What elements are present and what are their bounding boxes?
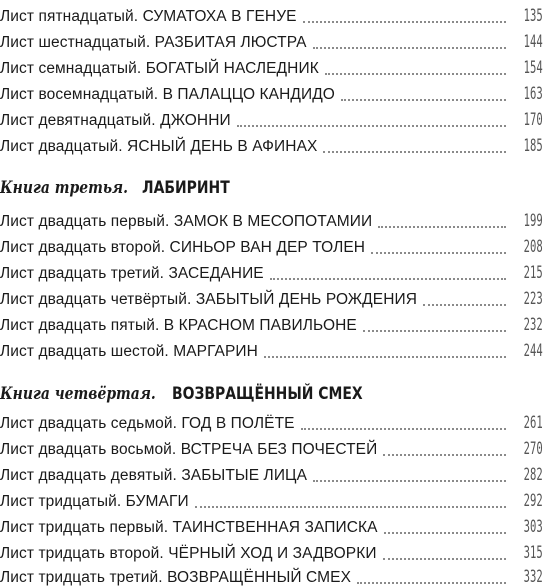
toc-entry[interactable] bbox=[0, 0, 547, 26]
toc-entry[interactable] bbox=[0, 485, 547, 511]
dot-leader bbox=[301, 428, 507, 430]
toc-entry-title: Лист шестнадцатый. РАЗБИТАЯ ЛЮСТРА bbox=[0, 34, 307, 51]
toc-entry-title: Лист двадцать первый. ЗАМОК В МЕСОПОТАМИИ bbox=[0, 213, 373, 230]
toc-entry[interactable] bbox=[0, 52, 547, 78]
toc-entry[interactable] bbox=[0, 283, 547, 309]
book-heading-title: ВОЗВРАЩЁННЫЙ СМЕХ bbox=[172, 384, 363, 404]
book-heading-title: ЛАБИРИНТ bbox=[142, 178, 230, 198]
toc-entry-title: Лист двадцать седьмой. ГОД В ПОЛЁТЕ bbox=[0, 415, 295, 432]
toc-entry-page: 163 bbox=[523, 84, 543, 104]
dot-leader bbox=[371, 252, 506, 254]
toc-entry[interactable] bbox=[0, 130, 547, 156]
book-heading bbox=[0, 376, 547, 404]
toc-entry-title: Лист двадцатый. ЯСНЫЙ ДЕНЬ В АФИНАХ bbox=[0, 138, 318, 155]
toc-entry[interactable] bbox=[0, 78, 547, 104]
dot-leader bbox=[378, 226, 506, 228]
dot-leader bbox=[384, 532, 507, 534]
toc-entry-title: Лист двадцать второй. СИНЬОР ВАН ДЕР ТОЛЕН bbox=[0, 239, 366, 256]
dot-leader bbox=[303, 21, 507, 23]
dot-leader bbox=[313, 47, 507, 49]
toc-entry-page: 170 bbox=[523, 110, 543, 130]
toc-entry-title: Лист двадцать четвёртый. ЗАБЫТЫЙ ДЕНЬ РОЖДЕНИЯ bbox=[0, 291, 418, 308]
dot-leader bbox=[383, 454, 506, 456]
dot-leader bbox=[325, 73, 506, 75]
toc-entry-page: 223 bbox=[523, 289, 543, 309]
book-heading bbox=[0, 170, 547, 198]
toc-entry[interactable] bbox=[0, 257, 547, 283]
toc-entry-page: 282 bbox=[523, 465, 543, 485]
dot-leader bbox=[357, 582, 506, 584]
toc-entry-title: Лист двадцать шестой. МАРГАРИН bbox=[0, 343, 258, 360]
toc-entry-page: 185 bbox=[523, 136, 543, 156]
toc-entry-page: 232 bbox=[523, 315, 543, 335]
toc-entry[interactable] bbox=[0, 231, 547, 257]
toc-entry[interactable] bbox=[0, 561, 547, 587]
toc-entry-page: 261 bbox=[523, 413, 543, 433]
dot-leader bbox=[195, 506, 507, 508]
toc-entry-page: 244 bbox=[523, 341, 543, 361]
dot-leader bbox=[313, 480, 506, 482]
toc-entry-title: Лист тридцать второй. ЧЁРНЫЙ ХОД И ЗАДВОРКИ bbox=[0, 545, 377, 562]
toc-entry-page: 154 bbox=[523, 58, 543, 78]
toc-entry-page: 332 bbox=[523, 567, 543, 587]
toc-entry[interactable] bbox=[0, 26, 547, 52]
toc-entry-title: Лист девятнадцатый. ДЖОННИ bbox=[0, 112, 231, 129]
toc-entry-title: Лист тридцатый. БУМАГИ bbox=[0, 493, 189, 510]
dot-leader bbox=[423, 304, 506, 306]
toc-entry-page: 199 bbox=[523, 211, 543, 231]
dot-leader bbox=[383, 558, 507, 560]
toc-entry-title: Лист двадцать пятый. В КРАСНОМ ПАВИЛЬОНЕ bbox=[0, 317, 357, 334]
toc-entry[interactable] bbox=[0, 511, 547, 537]
toc-entry-title: Лист тридцать первый. ТАИНСТВЕННАЯ ЗАПИСКА bbox=[0, 519, 378, 536]
toc-entry[interactable] bbox=[0, 335, 547, 361]
toc-entry[interactable] bbox=[0, 433, 547, 459]
toc-entry-title: Лист тридцать третий. ВОЗВРАЩЁННЫЙ СМЕХ bbox=[0, 569, 352, 586]
toc-entry-page: 215 bbox=[523, 263, 543, 283]
toc-entry-page: 208 bbox=[523, 237, 543, 257]
dot-leader bbox=[270, 278, 507, 280]
toc-entry-page: 292 bbox=[523, 491, 543, 511]
toc-entry-page: 270 bbox=[523, 439, 543, 459]
toc-entry[interactable] bbox=[0, 104, 547, 130]
toc-entry-title: Лист восемнадцатый. В ПАЛАЦЦО КАНДИДО bbox=[0, 86, 335, 103]
toc-entry-page: 144 bbox=[523, 32, 543, 52]
dot-leader bbox=[363, 330, 506, 332]
toc-entry[interactable] bbox=[0, 309, 547, 335]
toc-entry[interactable] bbox=[0, 205, 547, 231]
toc-entry-page: 135 bbox=[523, 6, 543, 26]
toc-entry-title: Лист пятнадцатый. СУМАТОХА В ГЕНУЕ bbox=[0, 8, 297, 25]
toc-entry-title: Лист двадцать третий. ЗАСЕДАНИЕ bbox=[0, 265, 264, 282]
dot-leader bbox=[237, 125, 507, 127]
toc-entry-page: 303 bbox=[523, 517, 543, 537]
toc-entry-title: Лист двадцать восьмой. ВСТРЕЧА БЕЗ ПОЧЕСТЕЙ bbox=[0, 441, 378, 458]
toc-entry[interactable] bbox=[0, 407, 547, 433]
toc-entry[interactable] bbox=[0, 459, 547, 485]
book-heading-prefix: Книга четвёртая. bbox=[0, 384, 156, 404]
book-heading-prefix: Книга третья. bbox=[0, 178, 128, 198]
toc-entry-page: 315 bbox=[523, 543, 543, 563]
toc-entry-title: Лист семнадцатый. БОГАТЫЙ НАСЛЕДНИК bbox=[0, 60, 319, 77]
dot-leader bbox=[264, 356, 506, 358]
toc-entry-title: Лист двадцать девятый. ЗАБЫТЫЕ ЛИЦА bbox=[0, 467, 308, 484]
dot-leader bbox=[323, 151, 506, 153]
dot-leader bbox=[341, 99, 506, 101]
toc-entry[interactable] bbox=[0, 537, 547, 563]
